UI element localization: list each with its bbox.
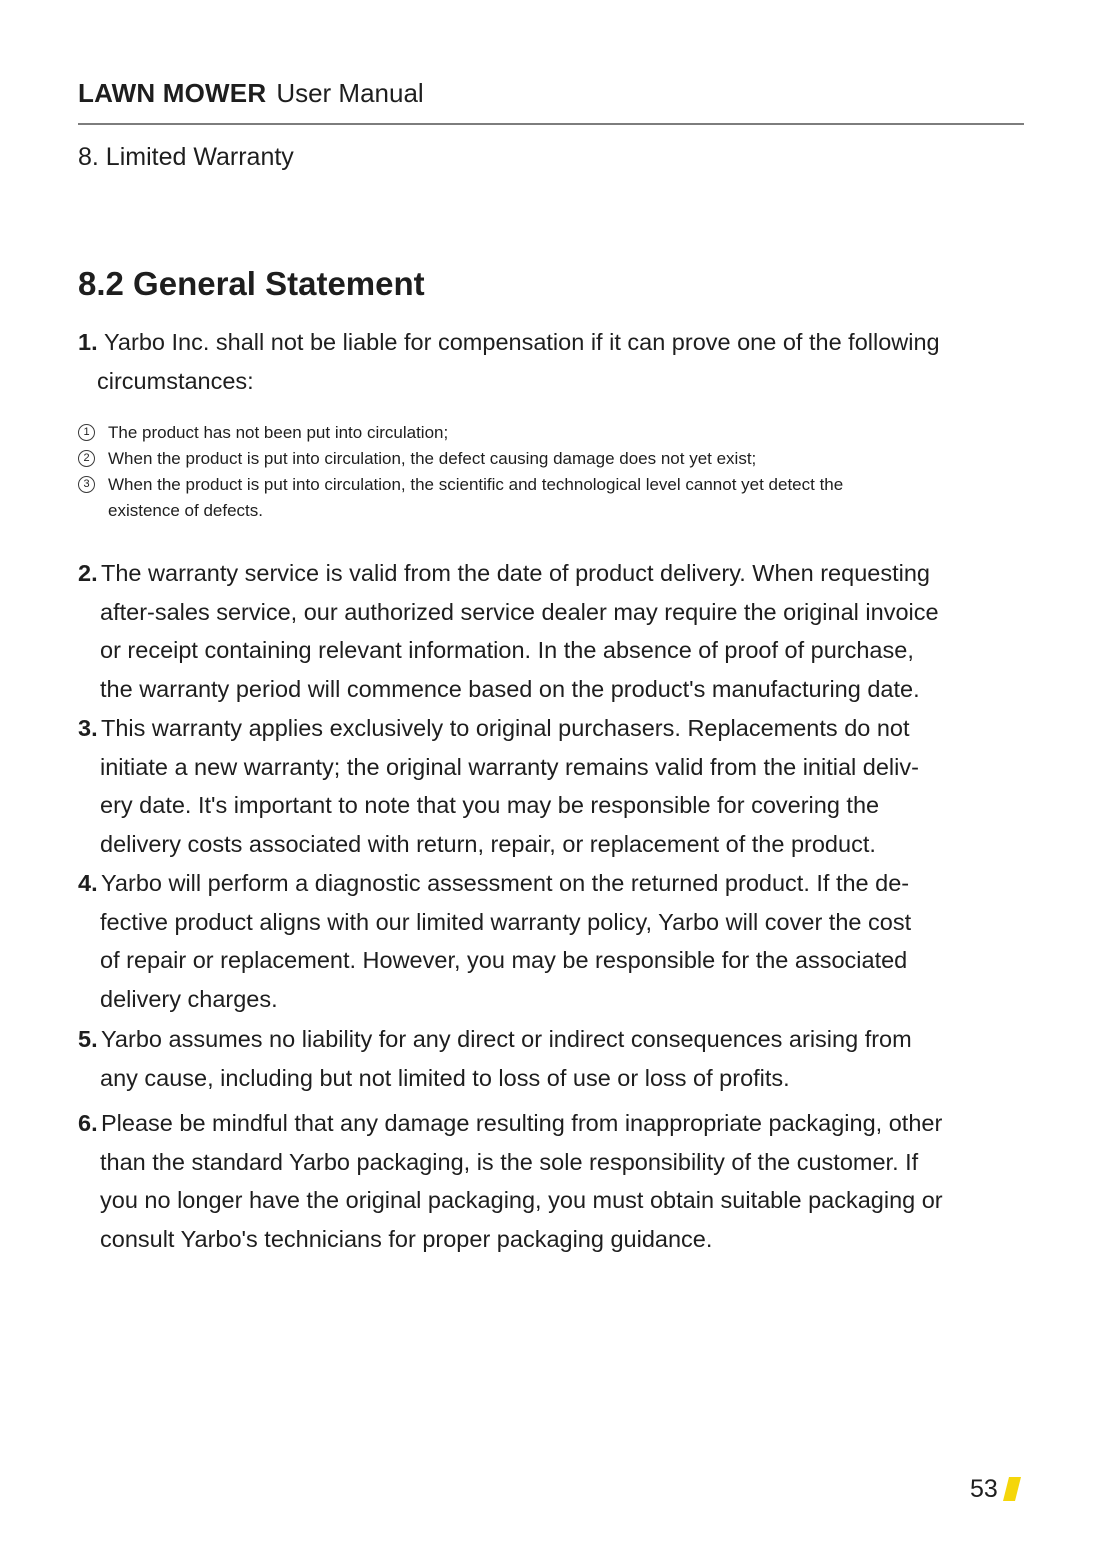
- item-line: consult Yarbo's technicians for proper packaging guidance.: [100, 1226, 713, 1253]
- item-line: initiate a new warranty; the original warranty remains valid from the initial deliv-: [100, 753, 919, 780]
- list-item: [78, 323, 1036, 400]
- item-line: fective product aligns with our limited warranty policy, Yarbo will cover the cost: [100, 908, 912, 935]
- item-line: ery date. It's important to note that you may be responsible for covering the: [100, 792, 880, 819]
- list-item: [78, 554, 1036, 709]
- item-line: than the standard Yarbo packaging, is the sole responsibility of the customer. If: [100, 1148, 919, 1175]
- header-divider: [78, 123, 1024, 125]
- list-item: [78, 864, 1036, 1019]
- item-line: Please be mindful that any damage resulting from inappropriate packaging, other: [101, 1110, 943, 1136]
- item-line: any cause, including but not limited to loss of use or loss of profits.: [100, 1064, 790, 1091]
- item-line: delivery costs associated with return, repair, or replacement of the product.: [100, 831, 876, 858]
- item-line: The warranty service is valid from the date of product delivery. When requesting: [101, 560, 930, 586]
- list-item: [78, 1104, 1036, 1259]
- circled-number-icon: 2: [78, 450, 95, 467]
- circumstance-list: [78, 420, 978, 524]
- header-subtitle: User Manual: [276, 78, 424, 108]
- header-brand: LAWN MOWER: [78, 78, 267, 108]
- circumstance-text: existence of defects.: [108, 501, 263, 520]
- item-number: 3.: [78, 715, 98, 741]
- circumstance-text: When the product is put into circulation, the defect causing damage does not yet exist;: [108, 449, 757, 468]
- item-number: 1.: [78, 329, 98, 355]
- circumstance-item: [78, 420, 978, 446]
- item-line: of repair or replacement. However, you may be responsible for the associated: [100, 947, 908, 974]
- circled-number-icon: 3: [78, 476, 95, 493]
- item-line: Yarbo Inc. shall not be liable for compensation if it can prove one of the following: [104, 329, 940, 355]
- item-line: you no longer have the original packaging, you must obtain suitable packaging or: [100, 1187, 943, 1214]
- item-number: 4.: [78, 870, 98, 896]
- item-number: 5.: [78, 1026, 98, 1052]
- item-line: Yarbo will perform a diagnostic assessment on the returned product. If the de-: [101, 870, 910, 896]
- item-line: the warranty period will commence based on the product's manufacturing date.: [100, 676, 920, 703]
- circumstance-text: When the product is put into circulation, the scientific and technological level cannot yet detect the: [108, 475, 844, 494]
- section-title: 8.2 General Statement: [78, 265, 425, 302]
- circumstance-item: [78, 472, 978, 524]
- item-number: 2.: [78, 560, 98, 586]
- item-line: or receipt containing relevant information. In the absence of proof of purchase,: [100, 637, 914, 664]
- item-line: delivery charges.: [100, 986, 278, 1013]
- item-line: after-sales service, our authorized service dealer may require the original invoice: [100, 598, 939, 625]
- circled-number-icon: 1: [78, 424, 95, 441]
- page-header: [78, 78, 424, 108]
- chapter-title: 8. Limited Warranty: [78, 143, 294, 171]
- item-number: 6.: [78, 1110, 98, 1136]
- circumstance-item: [78, 446, 978, 472]
- item-line: This warranty applies exclusively to original purchasers. Replacements do not: [101, 715, 910, 741]
- list-item: [78, 1020, 1036, 1097]
- page-number: 53: [970, 1475, 998, 1503]
- circumstance-text: The product has not been put into circulation;: [108, 423, 449, 442]
- item-line: Yarbo assumes no liability for any direct or indirect consequences arising from: [101, 1026, 912, 1052]
- page-marker-tab: [1003, 1477, 1021, 1501]
- list-item: [78, 709, 1036, 864]
- item-line: circumstances:: [97, 367, 254, 394]
